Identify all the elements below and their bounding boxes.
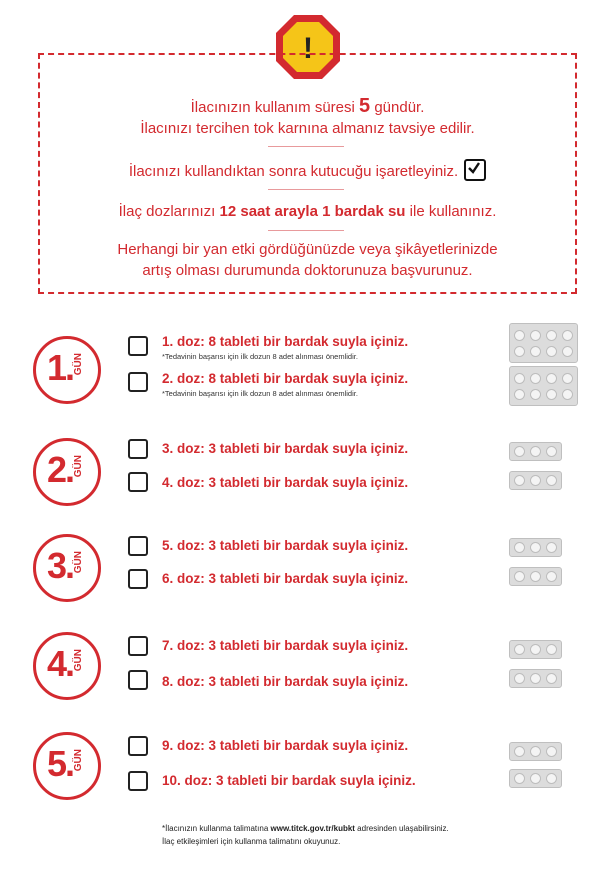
info-dosing-interval: İlaç dozlarınızı 12 saat arayla 1 bardak su ile kullanınız. — [118, 203, 497, 220]
tablet-pack-3 — [509, 442, 562, 461]
info-side-effects-1: Herhangi bir yan etki gördüğünüzde veya şikâyetlerinizde — [117, 241, 498, 258]
dose-checkbox-8[interactable] — [128, 670, 148, 690]
tablet-pack-8 — [509, 323, 578, 363]
tablet-pack-3 — [509, 742, 562, 761]
dose-checkbox-6[interactable] — [128, 569, 148, 589]
tablet-pack-3 — [509, 538, 562, 557]
day-badge-5: 5. GÜN — [33, 732, 101, 800]
dose-checkbox-9[interactable] — [128, 736, 148, 756]
dose-checkbox-4[interactable] — [128, 472, 148, 492]
dose-label-4: 4. doz: 3 tableti bir bardak suyla içiniz. — [162, 475, 409, 490]
info-check-instruction: İlacınızı kullandıktan sonra kutucuğu işaretleyiniz. — [40, 161, 575, 183]
dose-label-9: 9. doz: 3 tableti bir bardak suyla içiniz. — [162, 738, 409, 753]
day-badge-1: 1. GÜN — [33, 336, 101, 404]
tablet-pack-8 — [509, 366, 578, 406]
separator — [268, 230, 344, 231]
duration-days: 5 — [359, 95, 371, 117]
day-badge-2: 2. GÜN — [33, 438, 101, 506]
day-badge-3: 3. GÜN — [33, 534, 101, 602]
dose-note-1: *Tedavinin başarısı için ilk dozun 8 adet alınması önemlidir. — [162, 352, 358, 361]
day-badge-4: 4. GÜN — [33, 632, 101, 700]
dose-label-10: 10. doz: 3 tableti bir bardak suyla içiniz. — [162, 773, 416, 788]
info-side-effects-2: artış olması durumunda doktorunuza başvurunuz. — [142, 262, 473, 279]
dose-checkbox-7[interactable] — [128, 636, 148, 656]
separator — [268, 146, 344, 147]
tablet-pack-3 — [509, 640, 562, 659]
tablet-pack-3 — [509, 769, 562, 788]
dose-checkbox-5[interactable] — [128, 536, 148, 556]
footer-url[interactable]: www.titck.gov.tr/kubkt — [270, 824, 355, 833]
info-duration: İlacınızın kullanım süresi 5 gündür. — [190, 95, 425, 117]
tablet-pack-3 — [509, 471, 562, 490]
footer-link-note: *İlacınızın kullanma talimatına www.titck.gov.tr/kubkt adresinden ulaşabilirsiniz. — [162, 824, 449, 833]
dose-label-2: 2. doz: 8 tableti bir bardak suyla içiniz. — [162, 371, 409, 386]
dose-label-1: 1. doz: 8 tableti bir bardak suyla içiniz. — [162, 334, 409, 349]
dose-note-2: *Tedavinin başarısı için ilk dozun 8 adet alınması önemlidir. — [162, 389, 358, 398]
dose-label-7: 7. doz: 3 tableti bir bardak suyla içiniz. — [162, 638, 409, 653]
footer-interaction-note: İlaç etkileşimleri için kullanma talimatını okuyunuz. — [162, 837, 341, 846]
dose-checkbox-2[interactable] — [128, 372, 148, 392]
dose-checkbox-1[interactable] — [128, 336, 148, 356]
checkmark-icon — [464, 159, 486, 181]
warning-symbol: ! — [303, 32, 313, 65]
tablet-pack-3 — [509, 567, 562, 586]
info-food-advice: İlacınızı tercihen tok karnına almanız tavsiye edilir. — [140, 120, 475, 137]
dose-label-5: 5. doz: 3 tableti bir bardak suyla içiniz. — [162, 538, 409, 553]
tablet-pack-3 — [509, 669, 562, 688]
dose-checkbox-3[interactable] — [128, 439, 148, 459]
separator — [268, 189, 344, 190]
dose-label-3: 3. doz: 3 tableti bir bardak suyla içiniz. — [162, 441, 409, 456]
dose-checkbox-10[interactable] — [128, 771, 148, 791]
dose-label-6: 6. doz: 3 tableti bir bardak suyla içiniz. — [162, 571, 409, 586]
dose-label-8: 8. doz: 3 tableti bir bardak suyla içiniz. — [162, 674, 409, 689]
